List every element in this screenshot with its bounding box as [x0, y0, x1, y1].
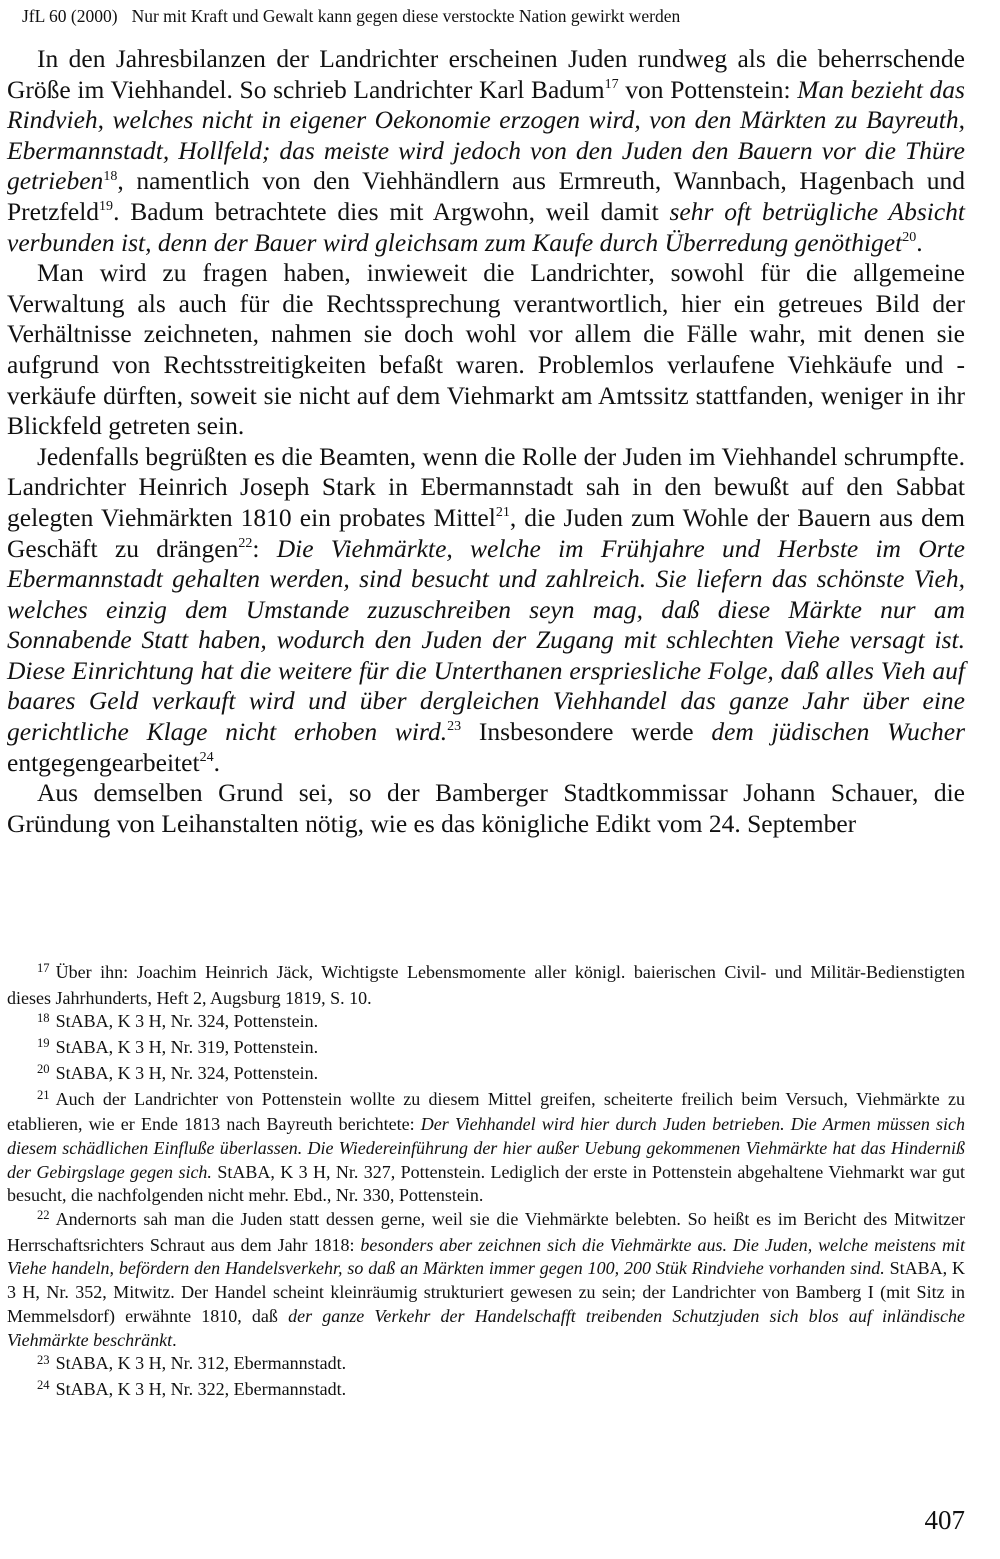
text-run: . [916, 227, 923, 257]
text-run: , die Juden zum Wohle der Bauern aus dem Geschäft zu drängen [7, 502, 966, 563]
footnote-22 [7, 1208, 965, 1352]
journal-citation: JfL 60 (2000) [22, 6, 118, 26]
running-title: Nur mit Kraft und Gewalt kann gegen diese verstockte Nation gewirkt werden [131, 6, 681, 26]
footnote-ref[interactable]: 18 [103, 168, 118, 184]
footnote-text: StABA, K 3 H, Nr. 324, Pottenstein. [55, 1011, 319, 1032]
text-run: von Pottenstein: [618, 74, 798, 104]
footnote-ref[interactable]: 21 [495, 505, 510, 521]
footnote-ref[interactable]: 20 [902, 229, 917, 245]
footnote-ref[interactable]: 24 [199, 749, 214, 765]
running-header [22, 4, 680, 28]
footnote-quotation: besonders aber zeichnen sich die Viehmärkte aus. Die Juden, welche meistens mit Viehe handeln, befördern den Handelsverkehr, so daß an Märkten immer gegen 100, 200 Stük Rindviehe vorhanden sind. [7, 1234, 965, 1279]
footnote-text: StABA, K 3 H, Nr. 322, Ebermannstadt. [55, 1378, 347, 1399]
footnote-19 [7, 1036, 965, 1062]
footnote-20 [7, 1062, 965, 1088]
footnote-ref[interactable]: 23 [447, 719, 462, 735]
footnote-23 [7, 1352, 965, 1378]
page-number: 407 [924, 1505, 965, 1535]
footnote-number: 17 [37, 961, 50, 976]
footnote-24 [7, 1378, 965, 1404]
footnote-17 [7, 961, 965, 1010]
footnote-ref[interactable]: 22 [238, 535, 253, 551]
text-run: . [213, 747, 220, 777]
footnote-quotation: der ganze Verkehr der Handelschafft treibenden Schutzjuden sich blos auf inländische Viehmärkte beschränkt [7, 1305, 965, 1350]
paragraph-3 [7, 442, 965, 779]
footnote-text: Über ihn: Joachim Heinrich Jäck, Wichtigste Lebensmomente aller königl. baierischen Civil- und Militär-Bedienstigten dieses Jahrhunderts, Heft 2, Augsburg 1819, S. 10. [7, 962, 965, 1008]
footnote-text: Andernorts sah man die Juden statt dessen gerne, weil sie die Viehmärkte belebten. So heißt es im Bericht des Mitwitzer Herrschaftsrichters Schraut aus dem Jahr 1818: [7, 1209, 965, 1255]
footnote-number: 19 [37, 1036, 50, 1051]
quotation: sehr oft betrügliche Absicht verbunden ist, denn der Bauer wird gleichsam zum Kaufe durch Überredung genöthiget [7, 196, 965, 257]
footnotes [7, 961, 965, 1404]
footnote-text: StABA, K 3 H, Nr. 312, Ebermannstadt. [55, 1353, 347, 1374]
footnote-ref[interactable]: 19 [99, 199, 114, 215]
footnote-text: Auch der Landrichter von Pottenstein wollte zu diesem Mittel greifen, scheiterte freilich beim Versuch, Viehmärkte zu etablieren, wie er Ende 1813 nach Bayreuth berichtete: [7, 1088, 965, 1135]
paragraph-2: Man wird zu fragen haben, inwieweit die Landrichter, sowohl für die allgemeine Verwaltung als auch für die Rechtssprechung verantwortlich, hier ein getreues Bild der Verhältnisse zeichneten, nahmen sie doch wohl vor allem die Fälle wahr, mit denen sie aufgrund von Rechtsstreitigkeiten befaßt waren. Problemlos verlaufene Viehkäufe und -verkäufe dürften, soweit sie nicht auf dem Viehmarkt am Amtssitz stattfanden, weniger in ihr Blickfeld getreten sein. [7, 258, 965, 441]
text-run: . Badum betrachtete dies mit Argwohn, weil damit [113, 196, 670, 226]
footnote-number: 23 [37, 1352, 50, 1367]
footnote-number: 18 [37, 1010, 50, 1025]
footnote-text: StABA, K 3 H, Nr. 324, Pottenstein. [55, 1062, 319, 1083]
footnote-quotation: Der Viehhandel wird hier durch Juden betrieben. Die Armen müssen sich diesem schädlichen Einfluße überlassen. Die Wiedereinführung der hier außer Uebung gekommenen Viehmärkte hat das Hinderniß der Gebirgslage gegen sich. [7, 1114, 965, 1182]
footnote-ref[interactable]: 17 [604, 76, 619, 92]
footnote-21 [7, 1088, 965, 1209]
footnote-number: 22 [37, 1208, 50, 1223]
text-run: entgegengearbeitet [7, 747, 200, 777]
footnote-text: StABA, K 3 H, Nr. 319, Pottenstein. [55, 1037, 319, 1058]
footnote-text: . [172, 1329, 177, 1350]
quotation: Die Viehmärkte, welche im Frühjahre und Herbste im Orte Ebermannstadt gehalten werden, sind besucht und zahlreich. Sie liefern das schönste Vieh, welches einzig dem Umstande zuzuschreiben seyn mag, daß diese Märkte nur am Sonnabende Statt haben, wodurch den Juden der Zugang mit schlechten Viehe versagt ist. Diese Einrichtung hat die weitere für die Unterthanen erspriesliche Folge, daß alles Vieh auf baares Geld verkauft wird und über dergleichen Viehhandel das ganze Jahr über eine gerichtliche Klage nicht erhoben wird. [7, 533, 965, 747]
footnote-number: 21 [37, 1087, 50, 1102]
footnote-18 [7, 1010, 965, 1036]
footnote-text: StABA, K 3 H, Nr. 352, Mitwitz. Der Handel scheint kleinräumig strukturiert gewesen zu sein; der Landrichter von Bamberg I (mit Sitz in Memmelsdorf) erwähnte 1810, daß [7, 1258, 965, 1326]
text-run: , namentlich von den Viehhändlern aus Ermreuth, Wannbach, Hagenbach und Pretzfeld [7, 166, 965, 226]
paragraph-1 [7, 44, 965, 258]
text-run: Jedenfalls begrüßten es die Beamten, wenn die Rolle der Juden im Viehhandel schrumpfte. Landrichter Heinrich Joseph Stark in Ebermannstadt sah in den bewußt auf den Sabbat gelegten Viehmärkten 1810 ein probates Mittel [7, 441, 965, 532]
main-text [7, 44, 965, 839]
footnote-number: 24 [37, 1378, 50, 1393]
paragraph-4: Aus demselben Grund sei, so der Bamberger Stadtkommissar Johann Schauer, die Gründung von Leihanstalten nötig, wie es das königliche Edikt vom 24. September [7, 778, 965, 838]
quotation: dem jüdischen Wucher [711, 717, 966, 747]
footnote-number: 20 [37, 1062, 50, 1077]
text-run: : [252, 533, 277, 563]
quotation: Man bezieht das Rindvieh, welches nicht in eigener Oekonomie erzogen wird, von den Märkten zu Bayreuth, Ebermannstadt, Hollfeld; das meiste wird jedoch von den Juden den Bauern vor die Thüre getrieben [7, 74, 965, 196]
text-run: Insbesondere werde [461, 717, 712, 747]
footnote-text: StABA, K 3 H, Nr. 327, Pottenstein. Lediglich der erste in Pottenstein abgehaltene Viehmarkt war gut besucht, die nachfolgenden nicht mehr. Ebd., Nr. 330, Pottenstein. [7, 1161, 965, 1206]
text-run: In den Jahresbilanzen der Landrichter erscheinen Juden rundweg als die beherrschende Größe im Viehhandel. So schrieb Landrichter Karl Badum [7, 44, 965, 104]
